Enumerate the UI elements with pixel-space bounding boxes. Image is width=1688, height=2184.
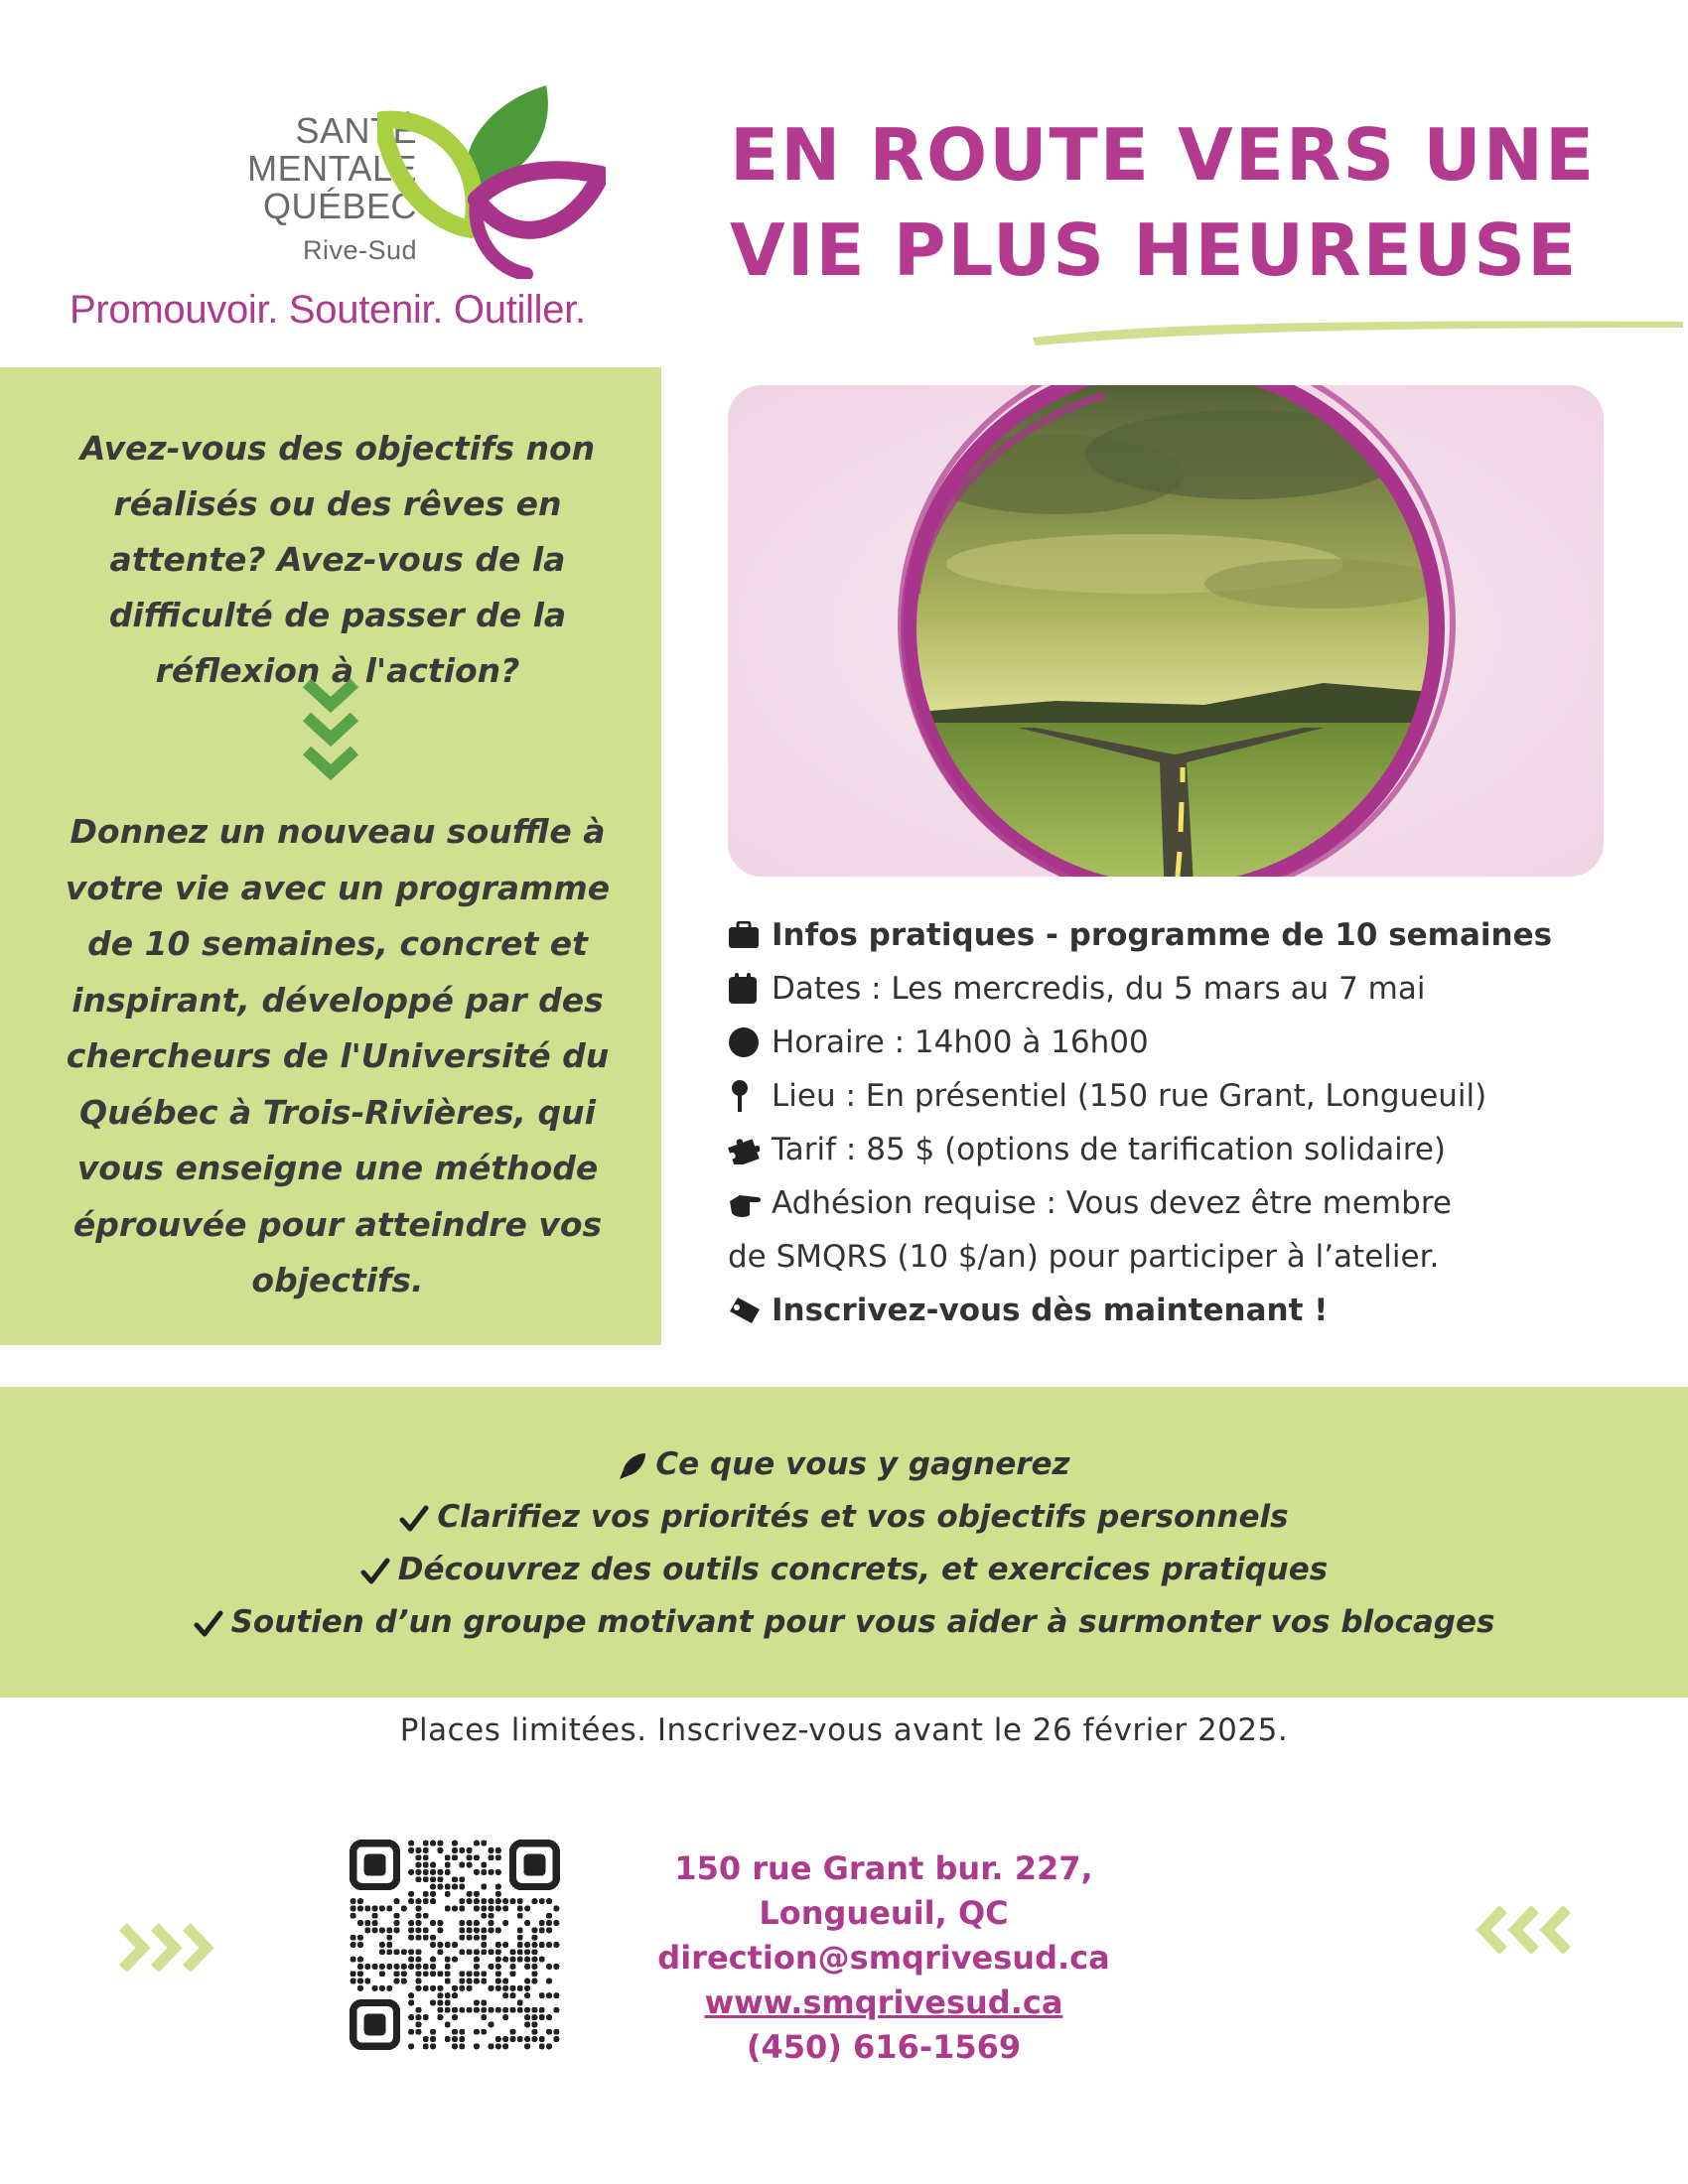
benefit-item	[0, 1544, 1688, 1596]
puzzle-icon	[728, 1134, 766, 1165]
briefcase-icon	[728, 919, 766, 951]
benefit-item-text: Soutien d’un groupe motivant pour vous aider à surmonter vos blocages	[230, 1604, 1495, 1640]
rocket-icon	[618, 1451, 647, 1481]
benefits-heading-row	[0, 1438, 1688, 1491]
road-photo	[728, 385, 1604, 877]
logo-text-mentale: MENTALE	[247, 148, 417, 189]
pointing-hand-icon	[728, 1189, 766, 1221]
info-cta-row	[728, 1284, 1621, 1337]
info-horaire-row	[728, 1016, 1621, 1069]
ticket-icon	[728, 1295, 766, 1326]
logo-text-sante: SANTÉ	[295, 110, 417, 151]
info-adhesion-line1: Adhésion requise : Vous devez être membre	[772, 1185, 1452, 1221]
benefit-item	[0, 1491, 1688, 1544]
info-tarif: Tarif : 85 $ (options de tarification solidaire)	[772, 1132, 1447, 1167]
practical-info	[728, 908, 1621, 1337]
logo-text-rive-sud: Rive-Sud	[302, 235, 417, 265]
contact-email[interactable]: direction@smqrivesud.ca	[657, 1939, 1110, 1977]
info-cta: Inscrivez-vous dès maintenant !	[772, 1293, 1329, 1328]
brush-stroke-decoration	[1028, 316, 1688, 345]
info-lieu: Lieu : En présentiel (150 rue Grant, Longueuil)	[772, 1078, 1487, 1114]
benefit-item-text: Découvrez des outils concrets, et exercices pratiques	[397, 1552, 1329, 1587]
info-adhesion-row	[728, 1176, 1621, 1284]
check-icon	[194, 1610, 223, 1638]
info-heading: Infos pratiques - programme de 10 semaines	[772, 917, 1553, 953]
info-heading-row	[728, 908, 1621, 962]
logo-text-quebec: QUÉBEC	[262, 186, 417, 226]
info-dates-row	[728, 962, 1621, 1016]
benefits-heading: Ce que vous y gagnerez	[655, 1446, 1070, 1482]
info-lieu-row	[728, 1069, 1621, 1123]
logo-tagline: Promouvoir. Soutenir. Outiller.	[70, 288, 586, 332]
title-line-2: VIE PLUS HEUREUSE	[730, 208, 1579, 292]
triple-chevron-right-icon	[117, 1921, 221, 1976]
contact-phone[interactable]: (450) 616-1569	[746, 2028, 1022, 2066]
info-adhesion-line2: de SMQRS (10 $/an) pour participer à l’atelier.	[728, 1239, 1440, 1275]
triple-chevron-down-icon	[301, 677, 360, 786]
intro-question: Avez-vous des objectifs non réalisés ou des rêves en attente? Avez-vous de la difficulté de passer de la réflexion à l'action?	[79, 429, 596, 690]
contact-address: 150 rue Grant bur. 227, Longueuil, QC	[674, 1849, 1093, 1932]
info-tarif-row	[728, 1123, 1621, 1176]
info-horaire: Horaire : 14h00 à 16h00	[772, 1024, 1149, 1060]
contact-website-link[interactable]: www.smqrivesud.ca	[704, 1983, 1063, 2021]
intro-body: Donnez un nouveau souffle à votre vie avec un programme de 10 semaines, concret et inspirant, développé par des chercheurs de l'Université du Québec à Trois-Rivières, qui vous enseigne une méthode éprouvée pour atteindre vos objectifs.	[65, 812, 611, 1299]
clock-icon	[728, 1026, 766, 1058]
contact-block	[626, 1846, 1142, 2070]
benefit-item	[0, 1596, 1688, 1649]
title-line-1: EN ROUTE VERS UNE	[730, 113, 1597, 197]
triple-chevron-left-icon	[1470, 1903, 1574, 1958]
benefit-item-text: Clarifiez vos priorités et vos objectifs personnels	[437, 1499, 1289, 1535]
page-title	[730, 107, 1653, 298]
qr-code-icon[interactable]	[350, 1840, 560, 2050]
intro-panel	[0, 367, 661, 1345]
leaves-logo-icon	[377, 80, 606, 279]
logo	[60, 104, 616, 342]
places-notice: Places limitées. Inscrivez-vous avant le 26 février 2025.	[399, 1712, 1289, 1748]
check-icon	[399, 1505, 429, 1533]
check-icon	[360, 1558, 390, 1585]
info-dates: Dates : Les mercredis, du 5 mars au 7 mai	[772, 971, 1426, 1007]
crossroads-photo-icon	[728, 385, 1604, 877]
calendar-icon	[728, 973, 766, 1005]
pin-icon	[728, 1080, 766, 1112]
benefits-band	[0, 1387, 1688, 1698]
